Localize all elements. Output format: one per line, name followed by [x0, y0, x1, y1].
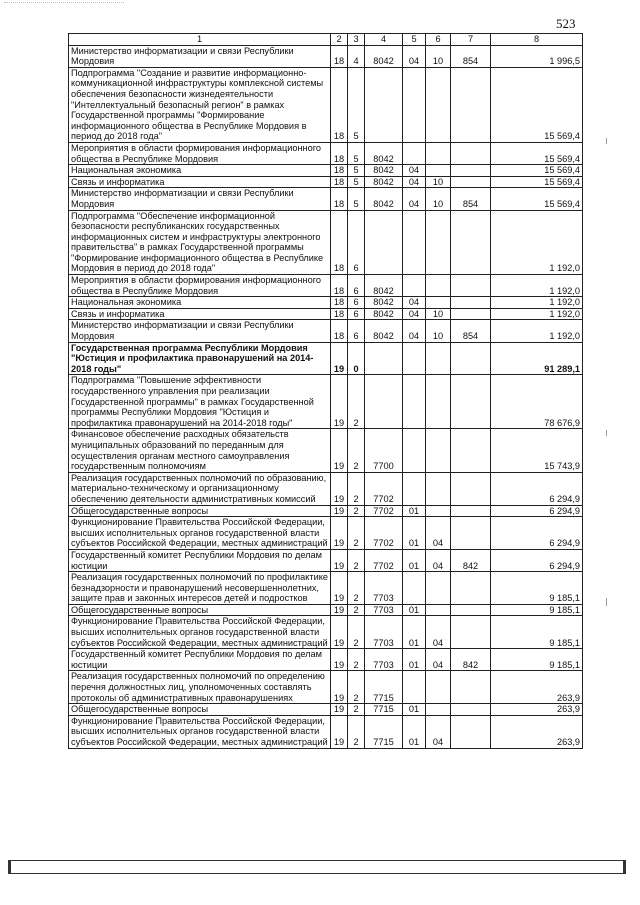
row-code-cell: 8042	[365, 297, 403, 309]
table-row	[69, 375, 583, 429]
row-name-cell: Государственный комитет Республики Мордовия по делам юстиции	[69, 549, 331, 571]
row-name-cell: Подпрограмма "Создание и развитие информационно-коммуникационной инфраструктуры комплексной системы обеспечения безопасности жизнедеятельности "Интеллектуальный безопасный регион" в рамках Государственной программы "Формирование информационного общества в Республике Мордовия в период до 2018 года"	[69, 67, 331, 142]
row-code-cell: 19	[331, 342, 348, 375]
row-code-cell: 91 289,1	[491, 342, 583, 375]
table-row	[69, 342, 583, 375]
table-row	[69, 472, 583, 505]
row-code-cell	[403, 671, 426, 704]
row-code-cell: 854	[451, 320, 491, 342]
row-code-cell: 8042	[365, 320, 403, 342]
table-row	[69, 308, 583, 320]
row-code-cell: 263,9	[491, 671, 583, 704]
row-code-cell	[451, 297, 491, 309]
row-code-cell: 2	[348, 472, 365, 505]
row-code-cell: 19	[331, 649, 348, 671]
row-code-cell: 15 569,4	[491, 142, 583, 164]
row-name-cell: Подпрограмма "Обеспечение информационной безопасности республиканских государственных информационных систем и инфраструктуры электронного правительства" в рамках Государственной программы "Формирование информационного общества в Республике Мордовия в период до 2018 года"	[69, 210, 331, 275]
row-code-cell: 18	[331, 275, 348, 297]
row-code-cell: 7715	[365, 715, 403, 748]
row-code-cell	[365, 67, 403, 142]
row-code-cell: 7702	[365, 472, 403, 505]
row-code-cell	[403, 342, 426, 375]
row-name-cell: Общегосударственные вопросы	[69, 604, 331, 616]
row-code-cell	[426, 275, 451, 297]
row-code-cell: 6	[348, 297, 365, 309]
row-code-cell	[451, 308, 491, 320]
column-header: 5	[403, 34, 426, 46]
row-name-cell: Реализация государственных полномочий по образованию, материально-техническому и организационному обеспечению деятельности административных комиссий	[69, 472, 331, 505]
row-code-cell: 19	[331, 429, 348, 472]
row-code-cell	[426, 572, 451, 605]
row-code-cell: 04	[426, 616, 451, 649]
row-code-cell: 263,9	[491, 715, 583, 748]
row-code-cell	[403, 375, 426, 429]
row-code-cell: 01	[403, 517, 426, 550]
row-code-cell	[365, 210, 403, 275]
row-code-cell: 04	[403, 176, 426, 188]
row-code-cell: 19	[331, 572, 348, 605]
row-code-cell: 1 192,0	[491, 297, 583, 309]
table-row	[69, 715, 583, 748]
row-code-cell	[451, 472, 491, 505]
row-code-cell: 8042	[365, 176, 403, 188]
row-code-cell: 6 294,9	[491, 472, 583, 505]
row-code-cell: 9 185,1	[491, 572, 583, 605]
row-code-cell: 2	[348, 671, 365, 704]
row-name-cell: Реализация государственных полномочий по профилактике безнадзорности и правонарушений несовершеннолетних, защите прав и законных интересов детей и подростков	[69, 572, 331, 605]
row-code-cell: 15 569,4	[491, 67, 583, 142]
column-header: 1	[69, 34, 331, 46]
row-name-cell: Общегосударственные вопросы	[69, 704, 331, 716]
row-code-cell	[426, 604, 451, 616]
row-code-cell: 01	[403, 604, 426, 616]
row-name-cell: Связь и информатика	[69, 308, 331, 320]
row-code-cell: 9 185,1	[491, 604, 583, 616]
row-code-cell: 04	[426, 715, 451, 748]
row-code-cell: 04	[426, 649, 451, 671]
row-code-cell	[426, 671, 451, 704]
row-name-cell: Функционирование Правительства Российской Федерации, высших исполнительных органов государственной власти субъектов Российской Федерации, местных администраций	[69, 517, 331, 550]
row-name-cell: Национальная экономика	[69, 297, 331, 309]
row-code-cell: 7703	[365, 604, 403, 616]
row-code-cell	[426, 429, 451, 472]
row-code-cell: 7700	[365, 429, 403, 472]
row-name-cell: Министерство информатизации и связи Республики Мордовия	[69, 188, 331, 210]
row-code-cell: 2	[348, 604, 365, 616]
row-code-cell: 7703	[365, 616, 403, 649]
row-code-cell	[451, 572, 491, 605]
row-code-cell: 1 192,0	[491, 210, 583, 275]
row-code-cell: 7703	[365, 649, 403, 671]
row-code-cell: 7715	[365, 704, 403, 716]
column-header: 7	[451, 34, 491, 46]
row-code-cell	[451, 429, 491, 472]
row-code-cell	[403, 67, 426, 142]
row-code-cell	[451, 616, 491, 649]
margin-mark	[606, 138, 607, 144]
row-code-cell: 2	[348, 505, 365, 517]
row-code-cell: 01	[403, 715, 426, 748]
row-code-cell: 18	[331, 165, 348, 177]
row-name-cell: Подпрограмма "Повышение эффективности государственного управления при реализации Государственной программы" в рамках Государственной программы Республики Мордовия "Юстиция и профилактика правонарушений на 2014-2018 годы"	[69, 375, 331, 429]
row-code-cell: 2	[348, 572, 365, 605]
row-code-cell: 2	[348, 549, 365, 571]
table-row	[69, 67, 583, 142]
row-code-cell: 19	[331, 549, 348, 571]
row-code-cell	[403, 472, 426, 505]
row-code-cell	[403, 572, 426, 605]
row-code-cell: 6 294,9	[491, 549, 583, 571]
row-code-cell	[426, 704, 451, 716]
row-code-cell: 854	[451, 188, 491, 210]
row-code-cell: 01	[403, 616, 426, 649]
row-name-cell: Финансовое обеспечение расходных обязательств муниципальных образований по переданным для осуществления органам местного самоуправления государственным полномочиям	[69, 429, 331, 472]
row-name-cell: Государственная программа Республики Мордовия "Юстиция и профилактика правонарушений на 2014-2018 годы"	[69, 342, 331, 375]
table-row	[69, 704, 583, 716]
row-code-cell: 6	[348, 275, 365, 297]
row-name-cell: Мероприятия в области формирования информационного общества в Республике Мордовия	[69, 275, 331, 297]
row-code-cell: 7702	[365, 505, 403, 517]
row-name-cell: Мероприятия в области формирования информационного общества в Республике Мордовия	[69, 142, 331, 164]
row-name-cell: Национальная экономика	[69, 165, 331, 177]
table-row	[69, 549, 583, 571]
table-row	[69, 275, 583, 297]
row-name-cell: Функционирование Правительства Российской Федерации, высших исполнительных органов государственной власти субъектов Российской Федерации, местных администраций	[69, 715, 331, 748]
row-code-cell: 19	[331, 715, 348, 748]
row-code-cell	[426, 505, 451, 517]
row-code-cell: 19	[331, 472, 348, 505]
row-code-cell: 04	[403, 188, 426, 210]
row-code-cell: 15 743,9	[491, 429, 583, 472]
row-code-cell: 04	[403, 297, 426, 309]
row-name-cell: Министерство информатизации и связи Республики Мордовия	[69, 320, 331, 342]
row-code-cell: 18	[331, 188, 348, 210]
table-row	[69, 429, 583, 472]
table-header-row	[69, 34, 583, 46]
table-row	[69, 142, 583, 164]
row-code-cell: 15 569,4	[491, 165, 583, 177]
row-code-cell	[451, 604, 491, 616]
row-code-cell: 10	[426, 308, 451, 320]
row-code-cell	[451, 715, 491, 748]
row-code-cell: 19	[331, 517, 348, 550]
row-code-cell	[451, 210, 491, 275]
table-row	[69, 505, 583, 517]
table-row	[69, 320, 583, 342]
row-code-cell: 5	[348, 188, 365, 210]
column-header: 4	[365, 34, 403, 46]
margin-mark	[606, 598, 607, 606]
row-code-cell: 01	[403, 549, 426, 571]
row-code-cell	[451, 375, 491, 429]
row-code-cell: 78 676,9	[491, 375, 583, 429]
row-code-cell	[451, 505, 491, 517]
row-code-cell: 6 294,9	[491, 517, 583, 550]
row-code-cell: 04	[403, 308, 426, 320]
column-header: 3	[348, 34, 365, 46]
row-code-cell: 2	[348, 616, 365, 649]
scan-edge-mark	[4, 2, 124, 6]
row-code-cell: 19	[331, 671, 348, 704]
row-code-cell: 842	[451, 549, 491, 571]
table-row	[69, 210, 583, 275]
row-code-cell: 04	[403, 165, 426, 177]
row-code-cell	[451, 67, 491, 142]
row-code-cell	[365, 375, 403, 429]
row-code-cell: 1 192,0	[491, 275, 583, 297]
column-header: 2	[331, 34, 348, 46]
row-code-cell: 1 192,0	[491, 320, 583, 342]
row-code-cell	[451, 275, 491, 297]
row-code-cell: 18	[331, 297, 348, 309]
row-code-cell: 2	[348, 649, 365, 671]
table-row	[69, 517, 583, 550]
table-body	[69, 45, 583, 748]
row-code-cell	[451, 704, 491, 716]
row-code-cell: 8042	[365, 275, 403, 297]
row-code-cell: 8042	[365, 308, 403, 320]
row-code-cell: 5	[348, 165, 365, 177]
row-code-cell: 9 185,1	[491, 649, 583, 671]
table-row	[69, 572, 583, 605]
row-code-cell: 10	[426, 45, 451, 67]
row-code-cell	[451, 342, 491, 375]
row-code-cell: 2	[348, 715, 365, 748]
row-code-cell: 18	[331, 67, 348, 142]
row-code-cell	[451, 142, 491, 164]
table-row	[69, 188, 583, 210]
row-code-cell	[365, 342, 403, 375]
row-code-cell: 6	[348, 320, 365, 342]
row-code-cell: 01	[403, 649, 426, 671]
row-code-cell	[451, 165, 491, 177]
row-code-cell	[403, 142, 426, 164]
row-code-cell	[426, 472, 451, 505]
row-code-cell: 7702	[365, 517, 403, 550]
row-code-cell: 18	[331, 142, 348, 164]
row-code-cell: 5	[348, 67, 365, 142]
row-code-cell	[426, 342, 451, 375]
row-name-cell: Государственный комитет Республики Мордовия по делам юстиции	[69, 649, 331, 671]
row-code-cell: 18	[331, 45, 348, 67]
row-code-cell: 2	[348, 375, 365, 429]
row-code-cell: 6	[348, 210, 365, 275]
row-code-cell: 10	[426, 320, 451, 342]
row-code-cell: 7715	[365, 671, 403, 704]
margin-mark	[606, 430, 607, 436]
row-code-cell	[451, 176, 491, 188]
row-code-cell: 01	[403, 704, 426, 716]
bottom-frame	[8, 860, 626, 874]
row-code-cell: 7702	[365, 549, 403, 571]
row-code-cell: 854	[451, 45, 491, 67]
table-row	[69, 176, 583, 188]
row-code-cell: 01	[403, 505, 426, 517]
row-code-cell	[426, 297, 451, 309]
row-code-cell: 19	[331, 704, 348, 716]
row-code-cell	[451, 517, 491, 550]
table-row	[69, 649, 583, 671]
row-code-cell: 6	[348, 308, 365, 320]
row-name-cell: Министерство информатизации и связи Республики Мордовия	[69, 45, 331, 67]
row-code-cell	[403, 429, 426, 472]
column-header: 6	[426, 34, 451, 46]
row-code-cell	[426, 165, 451, 177]
row-code-cell: 04	[426, 517, 451, 550]
row-code-cell: 18	[331, 308, 348, 320]
row-code-cell: 2	[348, 517, 365, 550]
row-code-cell: 0	[348, 342, 365, 375]
row-code-cell: 15 569,4	[491, 176, 583, 188]
row-code-cell: 263,9	[491, 704, 583, 716]
row-code-cell: 10	[426, 188, 451, 210]
row-code-cell: 19	[331, 375, 348, 429]
row-code-cell: 10	[426, 176, 451, 188]
table-row	[69, 297, 583, 309]
row-name-cell: Связь и информатика	[69, 176, 331, 188]
row-code-cell: 8042	[365, 45, 403, 67]
table-row	[69, 616, 583, 649]
column-header: 8	[491, 34, 583, 46]
row-code-cell: 1 192,0	[491, 308, 583, 320]
row-code-cell: 4	[348, 45, 365, 67]
row-code-cell: 18	[331, 176, 348, 188]
row-code-cell	[403, 275, 426, 297]
row-name-cell: Функционирование Правительства Российской Федерации, высших исполнительных органов государственной власти субъектов Российской Федерации, местных администраций	[69, 616, 331, 649]
row-code-cell	[451, 671, 491, 704]
table-row	[69, 671, 583, 704]
row-code-cell: 8042	[365, 142, 403, 164]
row-code-cell: 8042	[365, 188, 403, 210]
row-code-cell: 1 996,5	[491, 45, 583, 67]
row-name-cell: Реализация государственных полномочий по определению перечня должностных лиц, уполномоченных составлять протоколы об административных правонарушениях	[69, 671, 331, 704]
row-code-cell: 2	[348, 704, 365, 716]
row-code-cell: 6 294,9	[491, 505, 583, 517]
row-code-cell: 7703	[365, 572, 403, 605]
row-code-cell: 04	[403, 45, 426, 67]
row-code-cell: 5	[348, 176, 365, 188]
row-code-cell: 9 185,1	[491, 616, 583, 649]
row-code-cell: 18	[331, 320, 348, 342]
row-code-cell: 2	[348, 429, 365, 472]
row-code-cell	[426, 210, 451, 275]
table-row	[69, 45, 583, 67]
page-number: 523	[556, 16, 576, 31]
row-code-cell: 19	[331, 505, 348, 517]
row-code-cell: 8042	[365, 165, 403, 177]
row-code-cell: 04	[403, 320, 426, 342]
row-code-cell: 19	[331, 604, 348, 616]
row-code-cell	[426, 142, 451, 164]
row-code-cell: 18	[331, 210, 348, 275]
row-code-cell: 5	[348, 142, 365, 164]
budget-table	[68, 33, 583, 749]
row-code-cell: 842	[451, 649, 491, 671]
row-code-cell	[426, 375, 451, 429]
row-code-cell	[426, 67, 451, 142]
table-row	[69, 604, 583, 616]
row-code-cell: 04	[426, 549, 451, 571]
row-code-cell	[403, 210, 426, 275]
row-code-cell: 15 569,4	[491, 188, 583, 210]
row-code-cell: 19	[331, 616, 348, 649]
table-row	[69, 165, 583, 177]
row-name-cell: Общегосударственные вопросы	[69, 505, 331, 517]
